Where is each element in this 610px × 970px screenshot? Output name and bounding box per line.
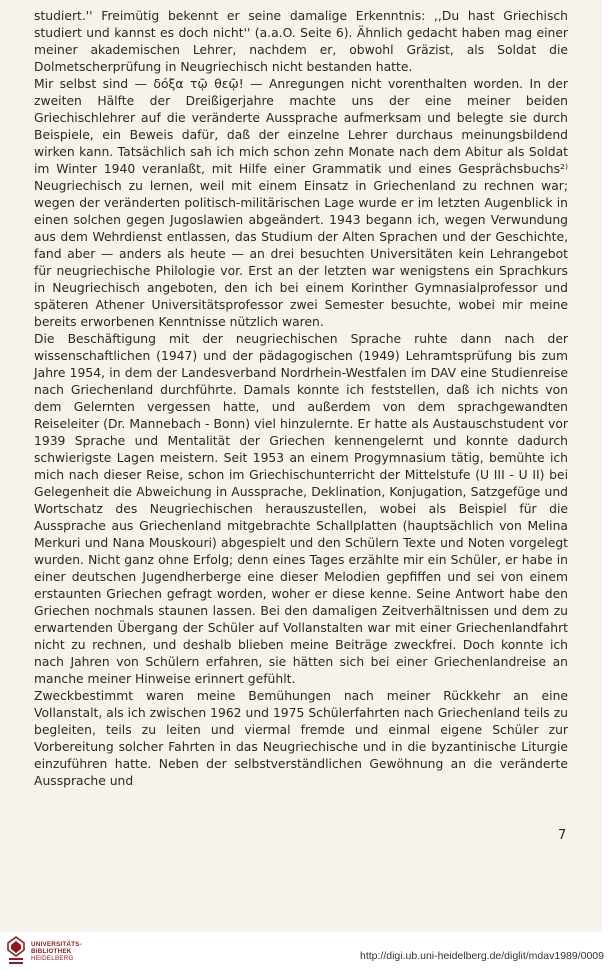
page-number: 7 — [558, 828, 567, 843]
source-url-link[interactable]: http://digi.ub.uni-heidelberg.de/diglit/mdav1989/0009 — [359, 950, 604, 962]
library-name-line2: BIBLIOTHEK — [31, 947, 72, 955]
body-text — [34, 8, 568, 790]
paragraph-4: Zweckbestimmt waren meine Bemühungen nach meiner Rückkehr an eine Vollanstalt, als ich zwischen 1962 und 1975 Schülerfahrten nach Griechenland teils zu begleiten, teils zu leiten und viermal fremde und einmal eigene Schüler zur Vorbereitung solcher Fahrten in das Neugriechische und in die byzantinische Liturgie einzuführen hatte. Neben der selbstverständlichen Gewöhnung an die veränderte Aussprache und — [34, 689, 568, 788]
paragraph-2: Mir selbst sind — δόξα τῷ θεῷ! — Anregungen nicht vorenthalten worden. In der zweiten Hälfte der Dreißigerjahre machte uns der eine meiner beiden Griechischlehrer auf die veränderte Aussprache aufmerksam und belegte sie durch Beispiele, ein Beweis dafür, daß der einzelne Lehrer durchaus meinungsbildend wirken kann. Tatsächlich sah ich mich schon zehn Monate nach dem Abitur als Soldat im Winter 1940 veranlaßt, mit Hilfe einer Grammatik und eines Gesprächsbuchs²⁾ Neugriechisch zu lernen, weil mit einem Einsatz in Griechenland zu rechnen war; wegen der veränderten politisch-militärischen Lage wurde er im letzten Augenblick in einen solchen gegen Jugoslawien abgeändert. 1943 begann ich, wegen Verwundung aus dem Wehrdienst entlassen, das Studium der Alten Sprachen und der Geschichte, fand aber — anders als heute — an drei besuchten Universitäten kein Lehrangebot für neugriechische Philologie vor. Erst an der letzten war wenigstens ein Sprachkurs in Neugriechisch angeboten, den ich bei einem Korinther Gymnasialprofessor und späteren Athener Universitätsprofessor zwei Semester besuchte, wobei mir meine bereits erworbenen Kenntnisse nützlich waren. — [34, 77, 568, 329]
library-name-line1: UNIVERSITÄTS- — [31, 940, 82, 948]
library-name-line3: HEIDELBERG — [31, 954, 74, 962]
paragraph-3: Die Beschäftigung mit der neugriechischen Sprache ruhte dann nach der wissenschaftlichen (1947) und der pädagogischen (1949) Lehramtsprüfung bis zum Jahre 1954, in dem der Landesverband Nordrhein-Westfalen im DAV eine Studienreise nach Griechenland durchführte. Damals konnte ich feststellen, daß ich nichts von dem Gelernten vergessen hatte, und außerdem von dem sprachgewandten Reiseleiter (Dr. Mannebach - Bonn) viel hinzulernte. Er hatte als Austauschstudent vor 1939 Sprache und Mentalität der Griechen kennengelernt und konnte dadurch schwierigste Lagen meistern. Seit 1953 an einem Progymnasium tätig, bemühte ich mich nach dieser Reise, schon im Griechischunterricht der Mittelstufe (U III - U II) bei Gelegenheit die Abweichung in Aussprache, Deklination, Konjugation, Satzgefüge und Wortschatz des Neugriechischen herauszustellen, wobei als Beispiel für die Aussprache aus Griechenland mitgebrachte Schallplatten (hauptsächlich von Melina Merkuri und Nana Mouskouri) abgespielt und den Schülern Texte und Noten vorgelegt wurden. Nicht ganz ohne Erfolg; denn eines Tages erzählte mir ein Schüler, er habe in einer deutschen Jugendherberge eine dieser Melodien gepfiffen und sei von einem erstaunten Griechen gefragt worden, woher er diese kenne. Seine Antwort habe den Griechen nochmals staunen lassen. Bei den damaligen Zeitverhältnissen und dem zu erwartenden Übergang der Schüler auf Vollanstalten war mit einer Griechenlandfahrt nicht zu rechnen, und deshalb blieben meine Beiträge zweckfrei. Doch konnte ich nach Jahren von Schülern erfahren, sie hätten sich bei einer Griechenlandreise an manche meiner Hinweise erinnert gefühlt. — [34, 332, 568, 686]
paragraph-1: studiert.'' Freimütig bekennt er seine damalige Erkenntnis: ,,Du hast Griechisch studiert und kannst es doch nicht'' (a.a.O. Seite 6). Ähnlich gedacht haben mag einer meiner akademischen Lehrer, nachdem er, obwohl Gräzist, als Soldat die Dolmetscherprüfung in Neugriechisch nicht bestanden hatte. — [34, 9, 568, 74]
library-logo-icon — [6, 936, 26, 966]
library-logo[interactable] — [6, 936, 82, 966]
library-name — [31, 941, 82, 962]
